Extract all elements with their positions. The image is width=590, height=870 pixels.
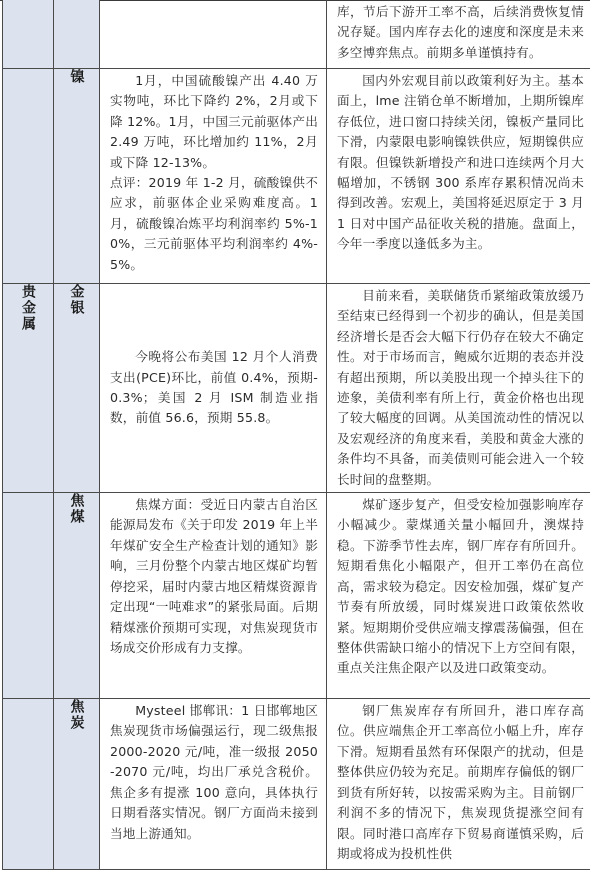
- category-cell: [3, 493, 54, 699]
- view-cell: [327, 284, 590, 493]
- news-cell: [100, 0, 327, 69]
- view-cell: [327, 0, 590, 69]
- view-cell: [327, 69, 590, 284]
- commodity-label: 镍: [67, 69, 87, 85]
- commodity-label: 焦炭: [67, 699, 87, 731]
- news-cell: [100, 699, 327, 870]
- view-text: 库，节后下游开工率不高，后续消费恢复情况存疑。国内库存去化的速度和深度是未来多空博弈焦点。前期多单谨慎持有。: [327, 0, 590, 65]
- commodity-report-table: [2, 0, 590, 870]
- category-cell: [3, 0, 54, 69]
- commodity-cell: [54, 284, 100, 493]
- table-row: [3, 284, 590, 493]
- view-text: 钢厂焦炭库存有所回升，港口库存高位。供应端焦企开工率高位小幅上升，库存下滑。短期看虽然有环保限产的扰动，但是整体供应仍较为充足。前期库存偏低的钢厂到货有所好转，以按需采购为主。目前钢厂利润不多的情况下，焦炭现货提涨空间有限。同时港口高库存下贸易商谨慎采购，后期或将成为投机性供: [327, 699, 590, 866]
- view-text: 国内外宏观目前以政策利好为主。基本面上，lme 注销仓单不断增加，上期所镍库存低位，进口窗口持续关闭，镍板产量同比下滑，内蒙限电影响镍铁供应，短期镍供应有限。但镍铁新增投产和进口连续两个月大幅增加，不锈钢 300 系库存累积情况尚未得到改善。宏观上，美国将延迟原定于 3 月 1 日对中国产品征收关税的措施。盘面上，今年一季度以逢低多为主。: [327, 69, 590, 257]
- news-text: 今晚将公布美国 12 月个人消费支出(PCE)环比，前值 0.4%，预期-0.3%；美国 2 月 ISM 制造业指数，前值 56.6，预期 55.8。: [100, 345, 326, 431]
- news-cell: [100, 284, 327, 493]
- news-text: [100, 0, 326, 4]
- commodity-cell: [54, 69, 100, 284]
- commodity-label: 金银: [67, 284, 87, 316]
- news-text: Mysteel 邯郸讯：1 日邯郸地区焦炭现货市场偏强运行，现二级焦报 2000-2020 元/吨，准一级报 2050-2070 元/吨，均出厂承兑含税价。焦企多有提涨 100 意向，具体执行日期看落实情况。钢厂方面尚未接到当地上游通知。: [100, 699, 326, 846]
- table-row: [3, 69, 590, 284]
- table-row: [3, 699, 590, 870]
- commodity-cell: [54, 699, 100, 870]
- category-cell: [3, 69, 54, 284]
- category-cell: [3, 699, 54, 870]
- table-row: [3, 493, 590, 699]
- view-text: 煤矿逐步复产，但受安检加强影响库存小幅减少。蒙煤通关量小幅回升，澳煤持稳。下游季节性去库，钢厂库存有所回升。短期看焦化小幅限产，但开工率仍在高位高，需求较为稳定。因安检加强，煤矿复产节奏有所放缓，同时煤炭进口政策依然收紧。短期期价受供应端支撑震荡偏强，但在整体供需缺口缩小的情况下上方空间有限，重点关注焦企限产以及进口政策变动。: [327, 493, 590, 681]
- news-cell: [100, 493, 327, 699]
- table-row: [3, 0, 590, 69]
- view-cell: [327, 699, 590, 870]
- news-cell: [100, 69, 327, 284]
- commodity-label: 焦煤: [67, 493, 87, 525]
- commodity-cell: [54, 493, 100, 699]
- view-cell: [327, 493, 590, 699]
- category-label: 贵金属: [18, 284, 38, 332]
- news-text: 焦煤方面：受近日内蒙古自治区能源局发布《关于印发 2019 年上半年煤矿安全生产检查计划的通知》影响，三月份整个内蒙古地区煤矿均暂停挖采，届时内蒙古地区精煤资源肯定出现“一吨难求”的紧张局面。后期精煤涨价预期可实现，对焦炭现货市场成交价形成有力支撑。: [100, 493, 326, 660]
- view-text: 目前来看，美联储货币紧缩政策放缓乃至结束已经得到一个初步的确认，但是美国经济增长是否会大幅下行仍存在较大不确定性。对于市场而言，鲍威尔近期的表态并没有超出预期，所以美股出现一个掉头往下的迹象，美债利率有所上行，黄金价格也出现了较大幅度的回调。从美国流动性的情况以及宏观经济的角度来看，美股和黄金大涨的条件均不具备，而美债则可能会进入一个较长时间的盘整期。: [327, 284, 590, 492]
- news-text: 1月，中国硫酸镍产出 4.40 万实物吨，环比下降约 2%，2月或下降 12%。1月，中国三元前驱体产出 2.49 万吨，环比增加约 11%，2月或下降 12-13%。 点评：2019 年 1-2 月，硫酸镍供不应求，前驱体企业采购难度高。1月，硫酸镍冶炼平均利润率约 5%-10%，三元前驱体平均利润率约 4%-5%。: [100, 69, 326, 277]
- commodity-cell: [54, 0, 100, 69]
- category-cell: [3, 284, 54, 493]
